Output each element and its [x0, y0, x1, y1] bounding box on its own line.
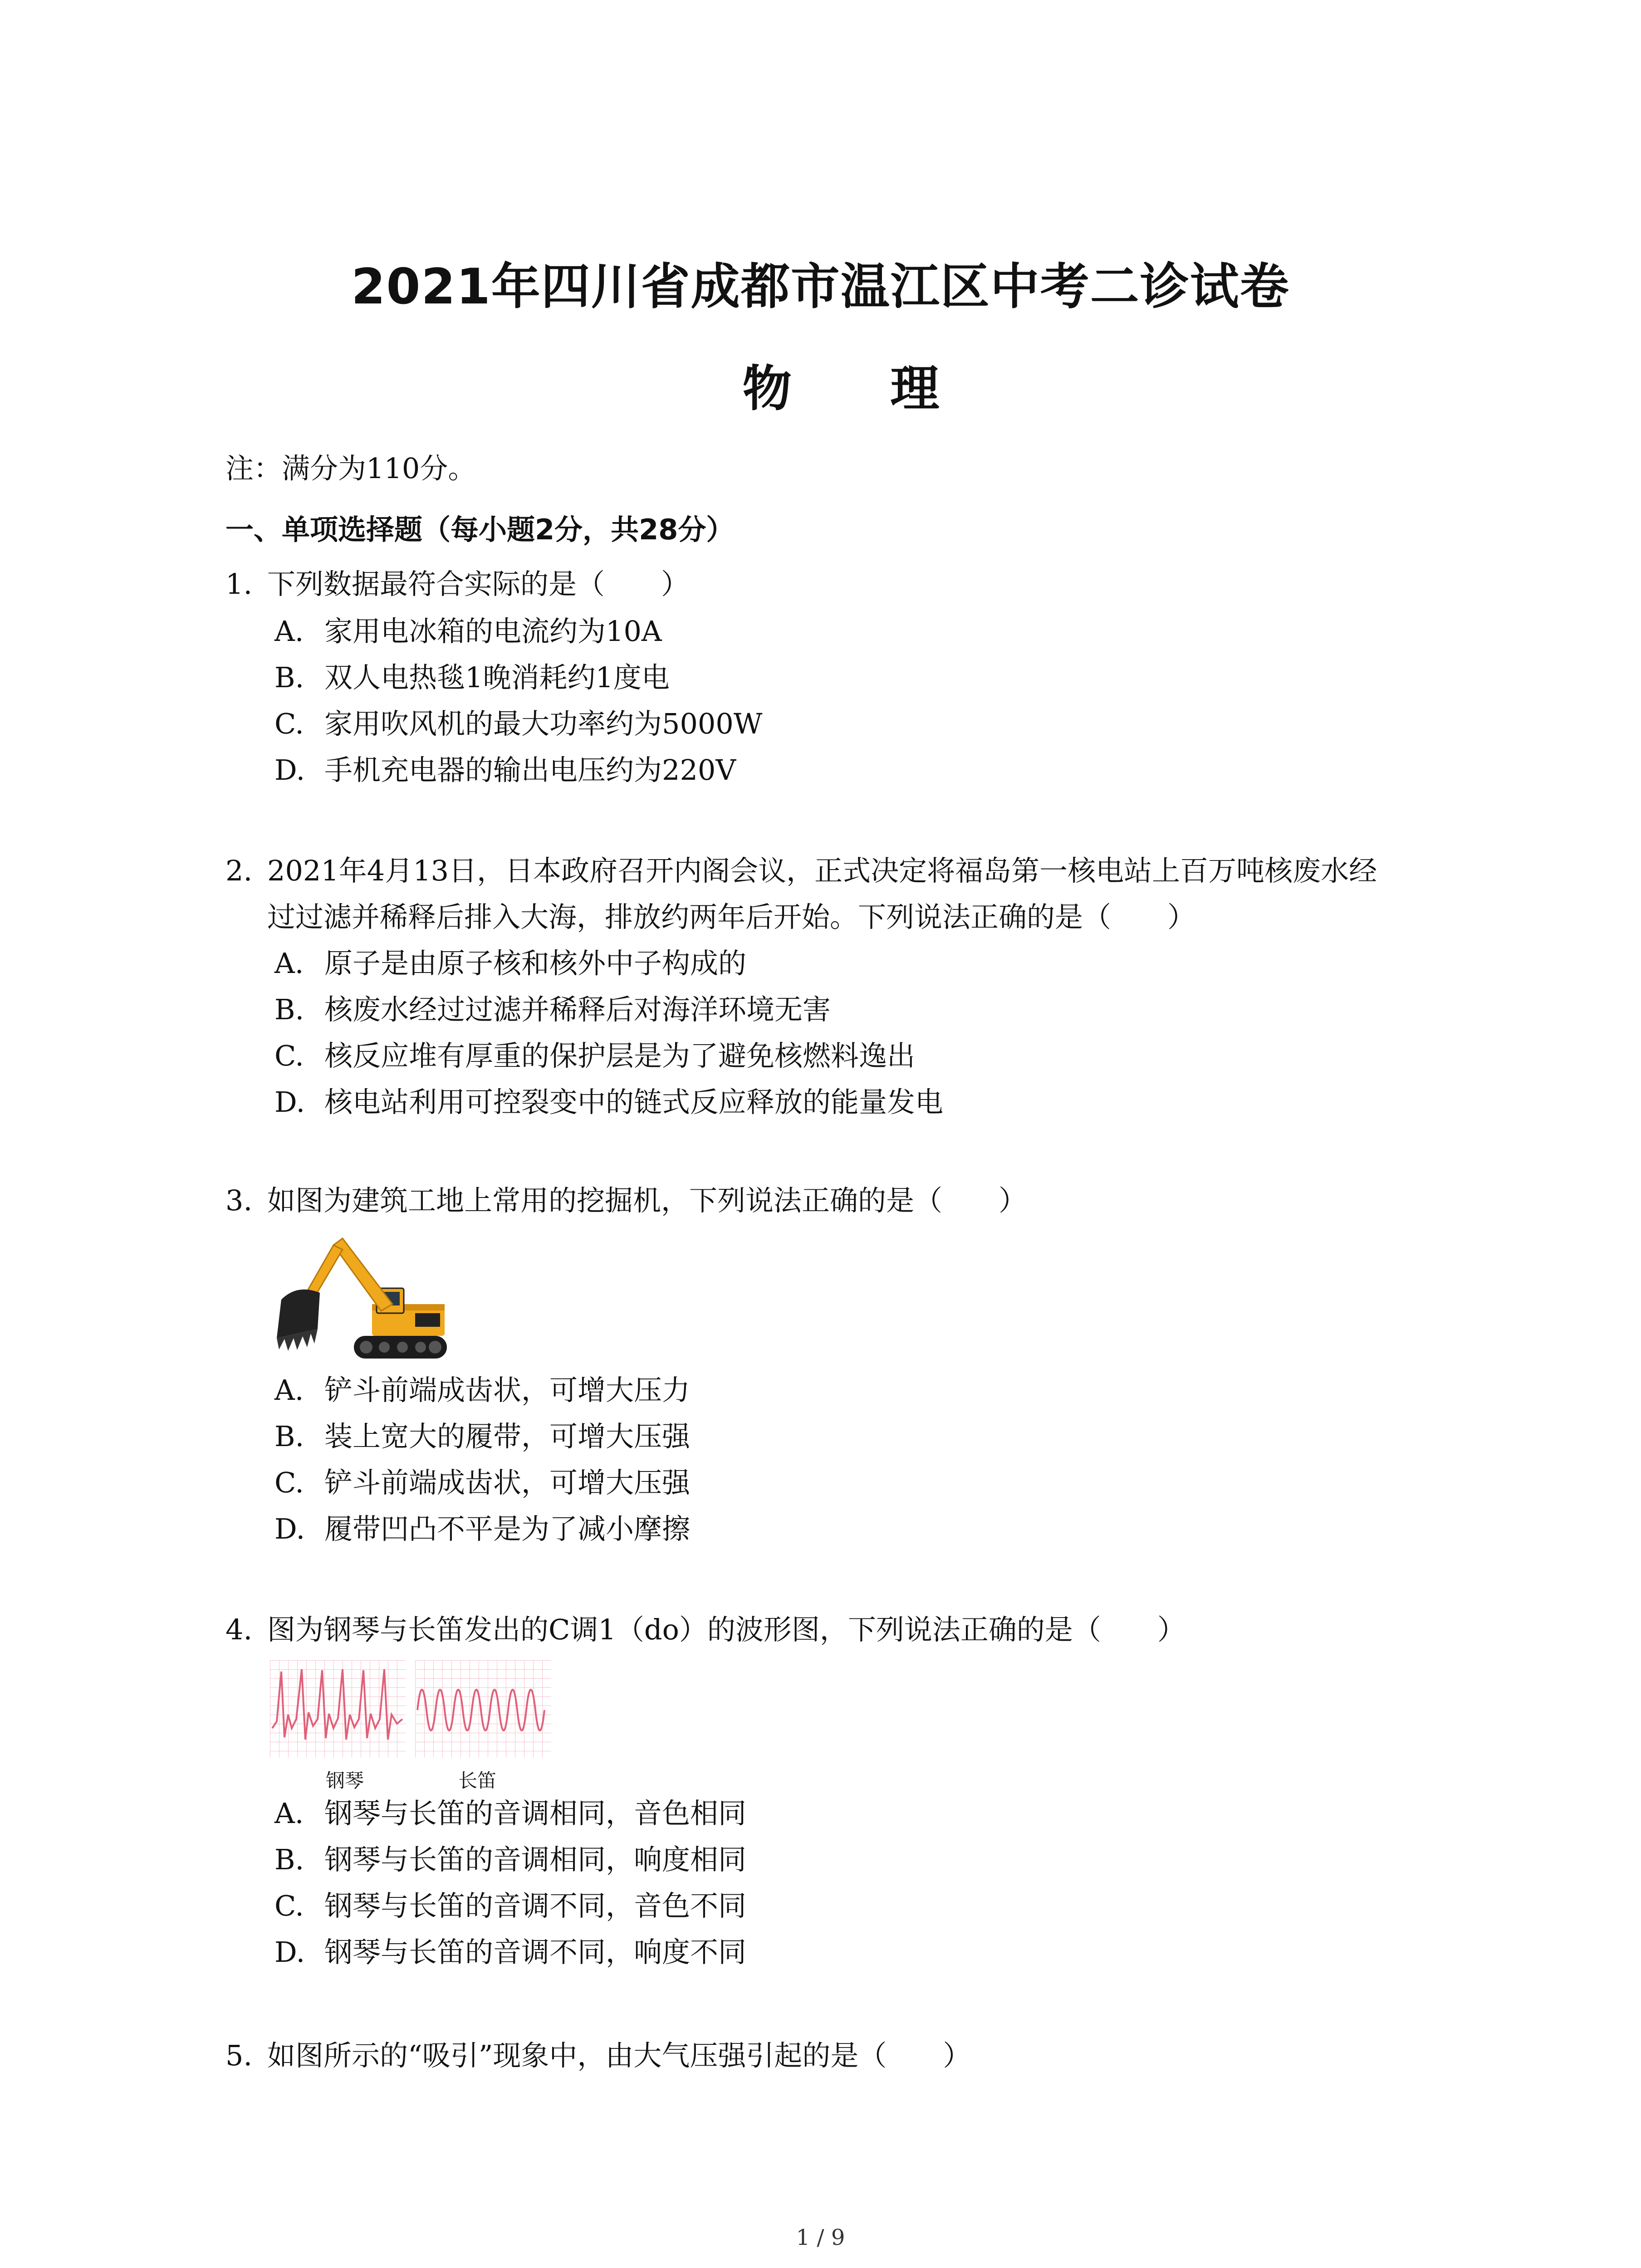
question-4: [225, 1614, 1185, 1646]
q4-option-a: [274, 1798, 746, 1829]
page-number: 1 / 9: [796, 2225, 845, 2250]
q2-option-a: [274, 948, 746, 979]
question-stem: 图为钢琴与长笛发出的C调1（do）的波形图，下列说法正确的是（ ）: [267, 1613, 1185, 1646]
exam-title: 2021年四川省成都市温江区中考二诊试卷: [351, 259, 1290, 315]
option-text: 钢琴与长笛的音调相同，音色相同: [324, 1797, 747, 1830]
option-text: 铲斗前端成齿状，可增大压强: [324, 1466, 691, 1499]
option-text: 双人电热毯1晚消耗约1度电: [324, 661, 670, 694]
excavator-figure: [265, 1225, 456, 1365]
question-number: 1.: [225, 567, 253, 601]
q2-option-d: [274, 1086, 943, 1118]
option-label: C.: [274, 1466, 304, 1499]
option-text: 原子是由原子核和核外中子构成的: [324, 947, 747, 980]
option-label: D.: [274, 1085, 305, 1119]
option-text: 家用吹风机的最大功率约为5000W: [324, 707, 763, 740]
option-label: A.: [274, 1797, 304, 1830]
option-label: A.: [274, 947, 304, 980]
question-3: [225, 1185, 1027, 1217]
option-text: 铲斗前端成齿状，可增大压力: [324, 1374, 691, 1407]
option-label: B.: [274, 993, 304, 1026]
question-stem-line-1: 2021年4月13日，日本政府召开内阁会议，正式决定将福岛第一核电站上百万吨核废水经: [267, 854, 1377, 887]
q1-option-c: [274, 708, 763, 740]
subject-title: 物 理: [742, 361, 980, 417]
question-number: 3.: [225, 1184, 253, 1217]
score-note: 注：满分为110分。: [225, 452, 476, 485]
piano-label: 钢琴: [326, 1769, 364, 1792]
option-text: 核反应堆有厚重的保护层是为了避免核燃料逸出: [324, 1039, 916, 1072]
q3-option-c: [274, 1467, 690, 1499]
question-5: [225, 2040, 971, 2072]
q1-option-b: [274, 662, 670, 694]
option-label: D.: [274, 1936, 305, 1969]
section-heading-single-choice: 一、单项选择题（每小题2分，共28分）: [225, 513, 735, 546]
q3-option-a: [274, 1374, 690, 1406]
option-text: 履带凹凸不平是为了减小摩擦: [324, 1512, 691, 1545]
option-text: 核电站利用可控裂变中的链式反应释放的能量发电: [324, 1085, 944, 1119]
question-number: 5.: [225, 2039, 253, 2072]
question-stem: 如图为建筑工地上常用的挖掘机，下列说法正确的是（ ）: [267, 1184, 1027, 1217]
q2-option-b: [274, 994, 831, 1026]
q3-option-d: [274, 1513, 690, 1545]
question-1: [225, 568, 689, 600]
option-text: 装上宽大的履带，可增大压强: [324, 1420, 691, 1453]
option-label: D.: [274, 753, 305, 787]
question-number: 2.: [225, 854, 253, 887]
option-label: B.: [274, 661, 304, 694]
question-2: [225, 855, 1377, 887]
option-label: B.: [274, 1843, 304, 1876]
option-label: C.: [274, 1889, 304, 1922]
option-label: D.: [274, 1512, 305, 1545]
question-number: 4.: [225, 1613, 253, 1646]
q1-option-d: [274, 754, 736, 786]
option-label: C.: [274, 1039, 304, 1072]
q2-option-c: [274, 1040, 915, 1072]
q4-option-d: [274, 1936, 746, 1968]
option-label: B.: [274, 1420, 304, 1453]
option-text: 钢琴与长笛的音调相同，响度相同: [324, 1843, 747, 1876]
option-label: A.: [274, 615, 304, 648]
option-text: 核废水经过过滤并稀释后对海洋环境无害: [324, 993, 831, 1026]
q3-option-b: [274, 1421, 690, 1452]
question-stem: 如图所示的“吸引”现象中，由大气压强引起的是（ ）: [267, 2039, 971, 2072]
flute-label: 长笛: [458, 1769, 497, 1792]
option-label: C.: [274, 707, 304, 740]
waveform-figure: [270, 1660, 554, 1758]
q4-option-c: [274, 1890, 746, 1922]
q4-option-b: [274, 1844, 746, 1876]
option-text: 家用电冰箱的电流约为10A: [324, 615, 662, 648]
option-label: A.: [274, 1374, 304, 1407]
question-stem: 下列数据最符合实际的是（ ）: [267, 567, 690, 601]
excavator-arm: [306, 1245, 343, 1297]
question-stem-line-2: 过过滤并稀释后排入大海，排放约两年后开始。下列说法正确的是（ ）: [267, 900, 1196, 934]
option-text: 手机充电器的输出电压约为220V: [324, 753, 736, 787]
option-text: 钢琴与长笛的音调不同，响度不同: [324, 1936, 747, 1969]
option-text: 钢琴与长笛的音调不同，音色不同: [324, 1889, 747, 1922]
q1-option-a: [274, 616, 662, 647]
